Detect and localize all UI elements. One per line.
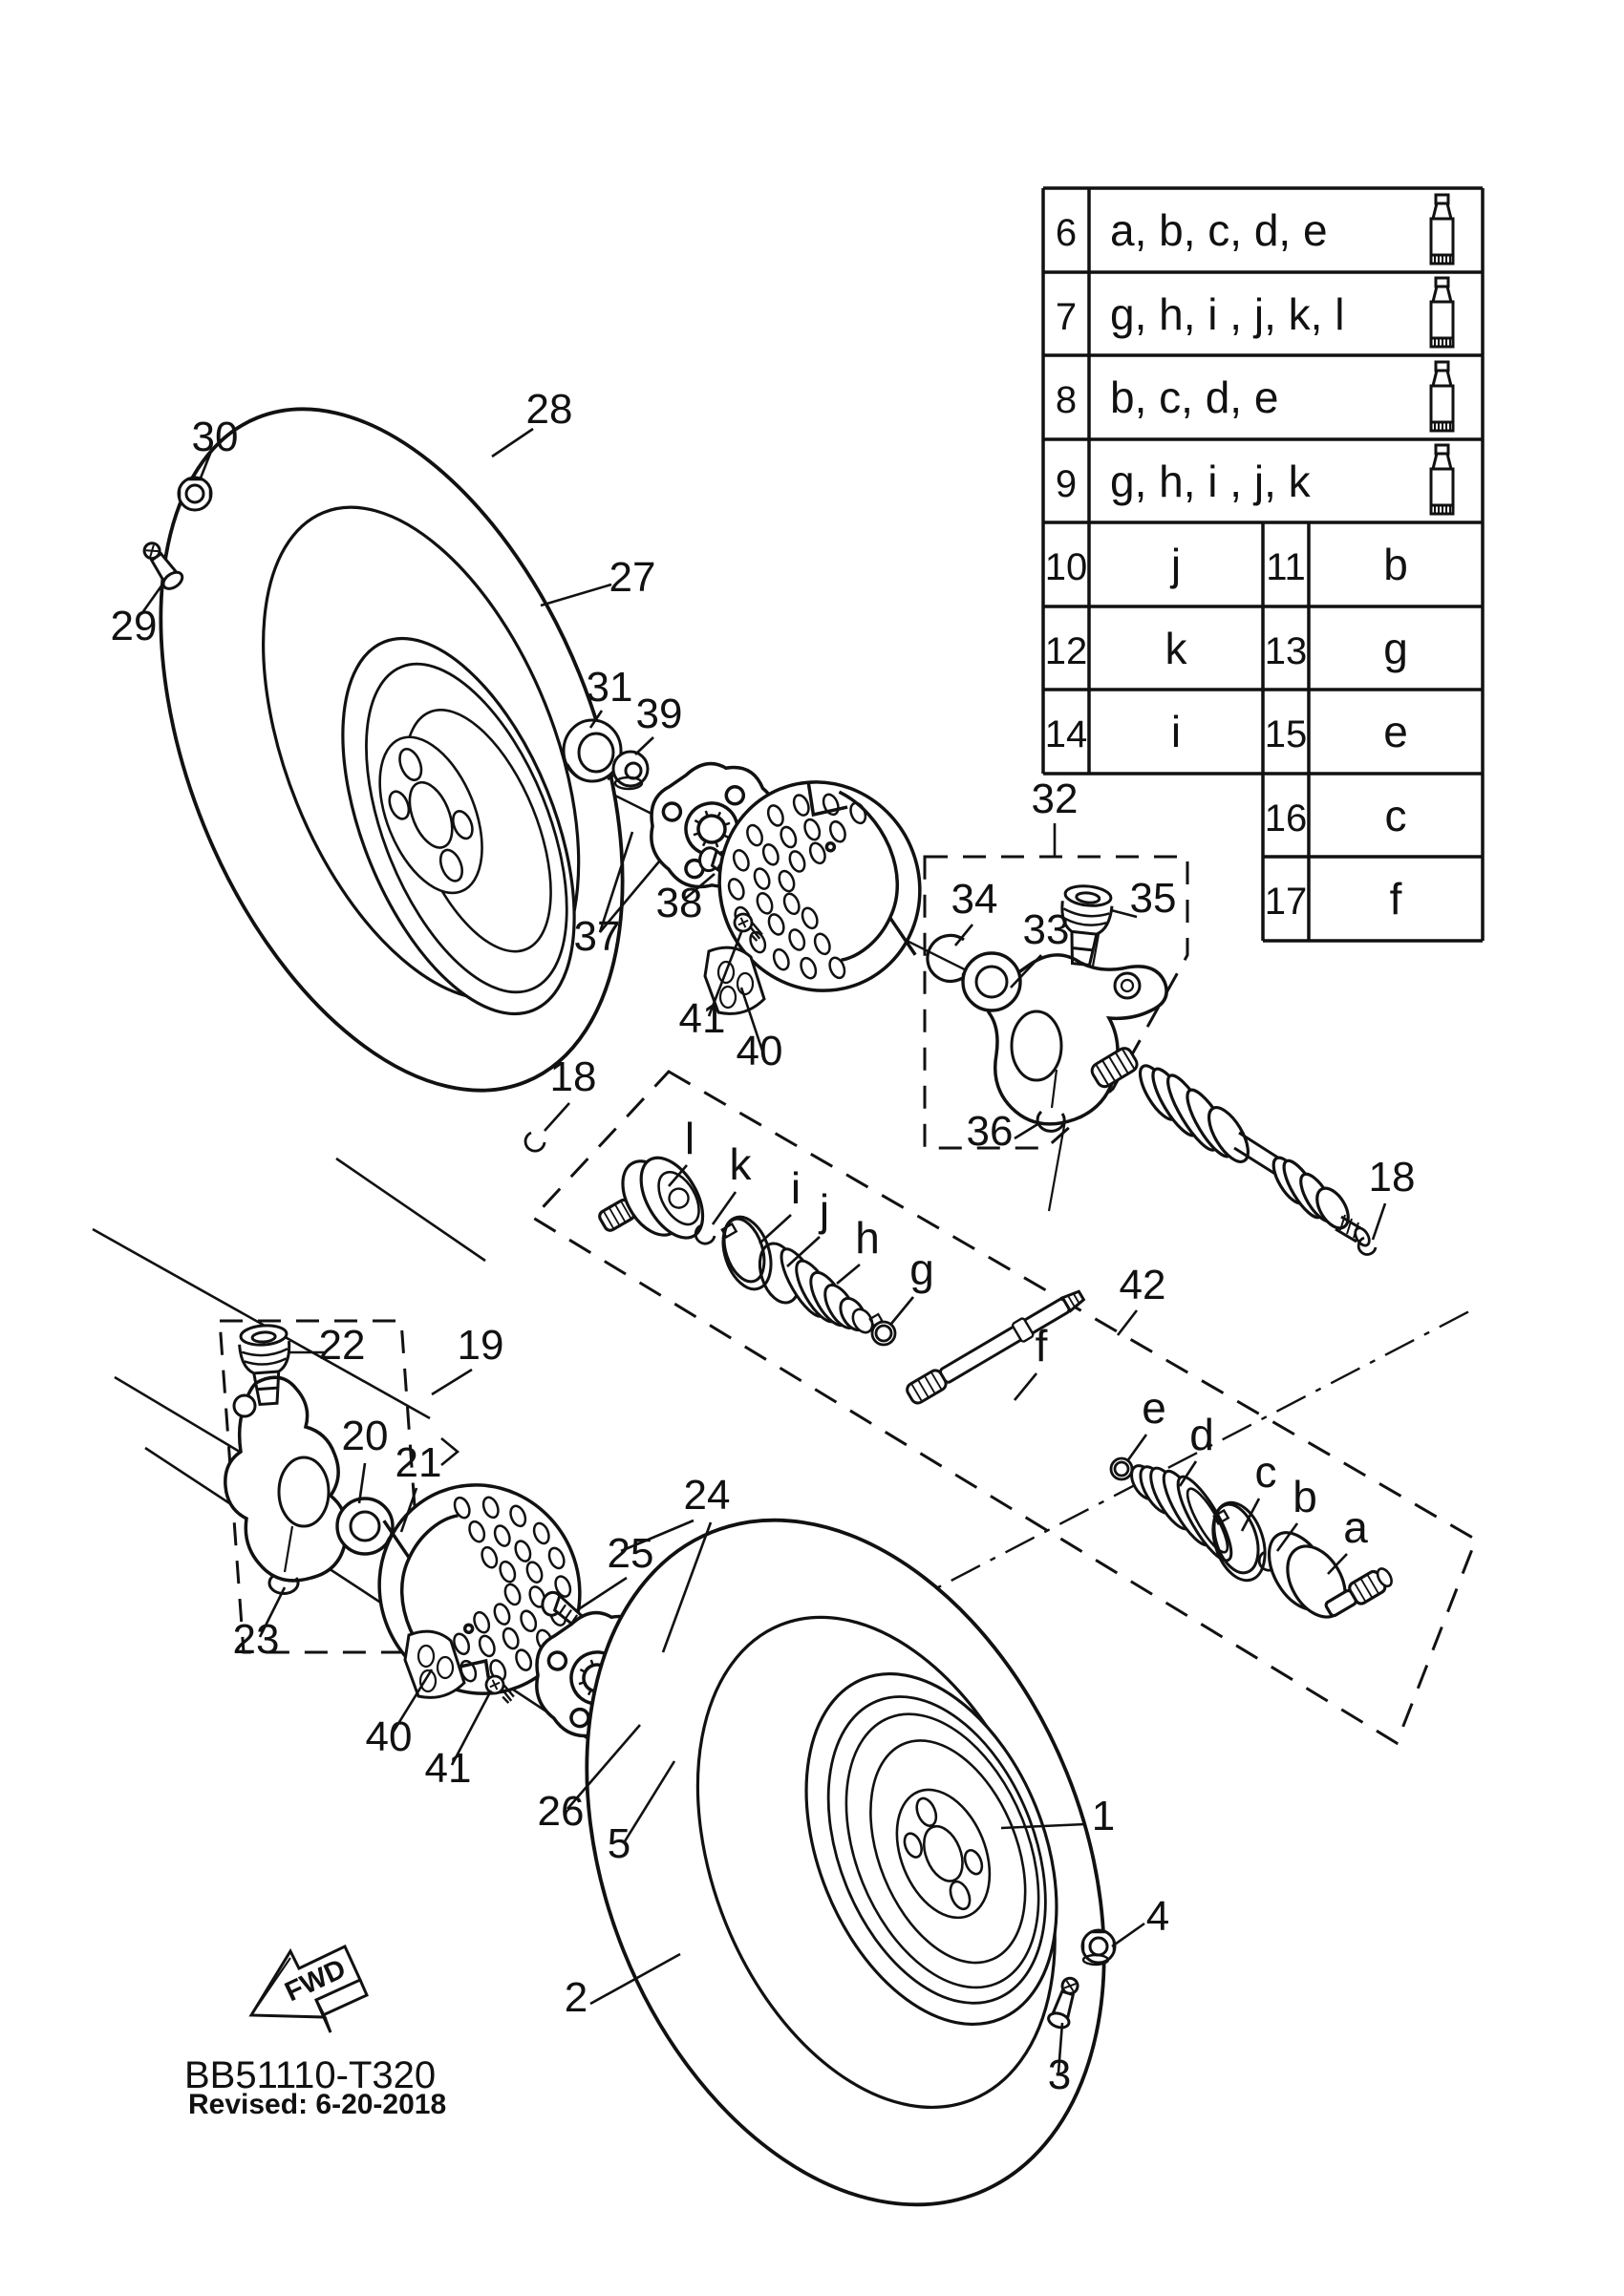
part-label-40-upper: 40: [736, 1028, 783, 1074]
part-label-4: 4: [1145, 1893, 1170, 1940]
part-label-26: 26: [537, 1788, 585, 1835]
cv-joint-l: [585, 1142, 716, 1272]
boot-band-g: [870, 1314, 895, 1345]
table-row9-num: 9: [1055, 463, 1078, 505]
boot-band-e: [1111, 1458, 1132, 1479]
table-row13-val: g: [1383, 624, 1408, 673]
fwd-arrow: [251, 1946, 367, 2032]
table-row17-num: 17: [1264, 881, 1308, 923]
table-row12-val: k: [1165, 624, 1187, 673]
part-label-d: d: [1189, 1410, 1214, 1459]
bearing-33: [963, 953, 1020, 1010]
part-label-24: 24: [683, 1472, 731, 1519]
boot-band-i: [715, 1211, 780, 1295]
table-row14-val: i: [1170, 707, 1182, 756]
table-row6-items: a, b, c, d, e: [1110, 205, 1328, 255]
grease-tube-icon: [1431, 195, 1453, 264]
table-row9-items: g, h, i , j, k: [1110, 457, 1311, 506]
part-label-c: c: [1254, 1447, 1277, 1497]
drive-shaft-assembled: [1089, 1046, 1376, 1255]
table-row7-num: 7: [1055, 296, 1078, 338]
table-row11-val: b: [1383, 540, 1408, 589]
part-label-f: f: [1035, 1321, 1048, 1371]
table-row11-num: 11: [1266, 546, 1306, 588]
part-label-40-lower: 40: [365, 1713, 413, 1760]
part-label-18-left: 18: [549, 1053, 597, 1100]
part-label-j: j: [819, 1185, 830, 1235]
part-label-36: 36: [966, 1108, 1014, 1155]
part-label-38: 38: [655, 880, 703, 926]
table-row8-items: b, c, d, e: [1110, 372, 1279, 422]
table-row16-num: 16: [1264, 797, 1308, 840]
table-row15-num: 15: [1264, 713, 1308, 755]
shaft-f: [905, 1286, 1086, 1406]
part-label-a: a: [1343, 1502, 1368, 1552]
table-row10-num: 10: [1044, 546, 1088, 588]
part-label-42: 42: [1119, 1262, 1166, 1308]
part-label-21: 21: [395, 1439, 442, 1486]
wheel-nut-30: [179, 478, 211, 510]
part-label-5: 5: [607, 1820, 631, 1867]
fwd-arrow-label: FWD: [280, 1953, 351, 2009]
part-label-l: l: [684, 1114, 695, 1163]
boot-d: [1126, 1461, 1240, 1566]
part-label-31: 31: [586, 664, 633, 711]
lower-tire: [490, 1443, 1200, 2283]
table-row15-val: e: [1383, 707, 1408, 756]
part-label-2: 2: [564, 1974, 588, 2021]
part-label-1: 1: [1091, 1793, 1116, 1839]
part-label-i: i: [790, 1163, 801, 1213]
part-label-e: e: [1142, 1383, 1166, 1433]
part-label-23: 23: [232, 1616, 280, 1663]
table-row7-items: g, h, i , j, k, l: [1110, 289, 1345, 339]
part-label-35: 35: [1129, 875, 1177, 922]
part-label-20: 20: [341, 1413, 389, 1459]
part-label-3: 3: [1047, 2052, 1072, 2098]
part-label-b: b: [1293, 1472, 1317, 1521]
drawing-code: BB51110-T320: [184, 2054, 437, 2096]
cv-joint-a: [1256, 1522, 1395, 1627]
part-label-41-upper: 41: [678, 995, 726, 1042]
revision-date: Revised: 6-20-2018: [188, 2089, 447, 2120]
grease-tube-icon: [1431, 445, 1453, 514]
flange-nut-39: [613, 752, 648, 789]
part-label-27: 27: [609, 554, 656, 601]
table-row17-val: f: [1389, 874, 1402, 924]
part-label-h: h: [855, 1213, 880, 1263]
part-label-k: k: [729, 1139, 752, 1189]
table-row10-val: j: [1170, 540, 1182, 589]
grease-tube-icon: [1431, 362, 1453, 431]
part-label-29: 29: [110, 603, 158, 649]
bearing-20: [337, 1499, 393, 1554]
table-row6-num: 6: [1055, 212, 1078, 254]
part-label-25: 25: [607, 1530, 654, 1577]
part-label-30: 30: [191, 414, 239, 460]
grease-tube-icon: [1431, 278, 1453, 347]
part-label-18-right: 18: [1368, 1154, 1416, 1201]
part-label-g: g: [909, 1244, 934, 1294]
circlip-18-left: [525, 1133, 545, 1151]
table-row8-num: 8: [1055, 379, 1078, 421]
table-row14-num: 14: [1044, 713, 1088, 755]
part-label-28: 28: [525, 386, 573, 433]
wheel-nut-4: [1082, 1930, 1115, 1965]
part-label-19: 19: [457, 1322, 504, 1369]
chevron-mark: [441, 1438, 458, 1465]
table-row12-num: 12: [1044, 630, 1088, 672]
table-row16-val: c: [1384, 791, 1407, 840]
part-label-41-lower: 41: [424, 1745, 472, 1792]
circlip-k: [695, 1225, 715, 1244]
part-label-34: 34: [951, 876, 998, 923]
application-table-text: [1045, 195, 1453, 924]
part-label-39: 39: [635, 691, 683, 737]
part-label-22: 22: [318, 1322, 366, 1369]
part-label-33: 33: [1022, 906, 1070, 953]
table-row13-num: 13: [1264, 630, 1308, 672]
part-label-32: 32: [1031, 776, 1079, 822]
part-label-37: 37: [573, 913, 621, 960]
